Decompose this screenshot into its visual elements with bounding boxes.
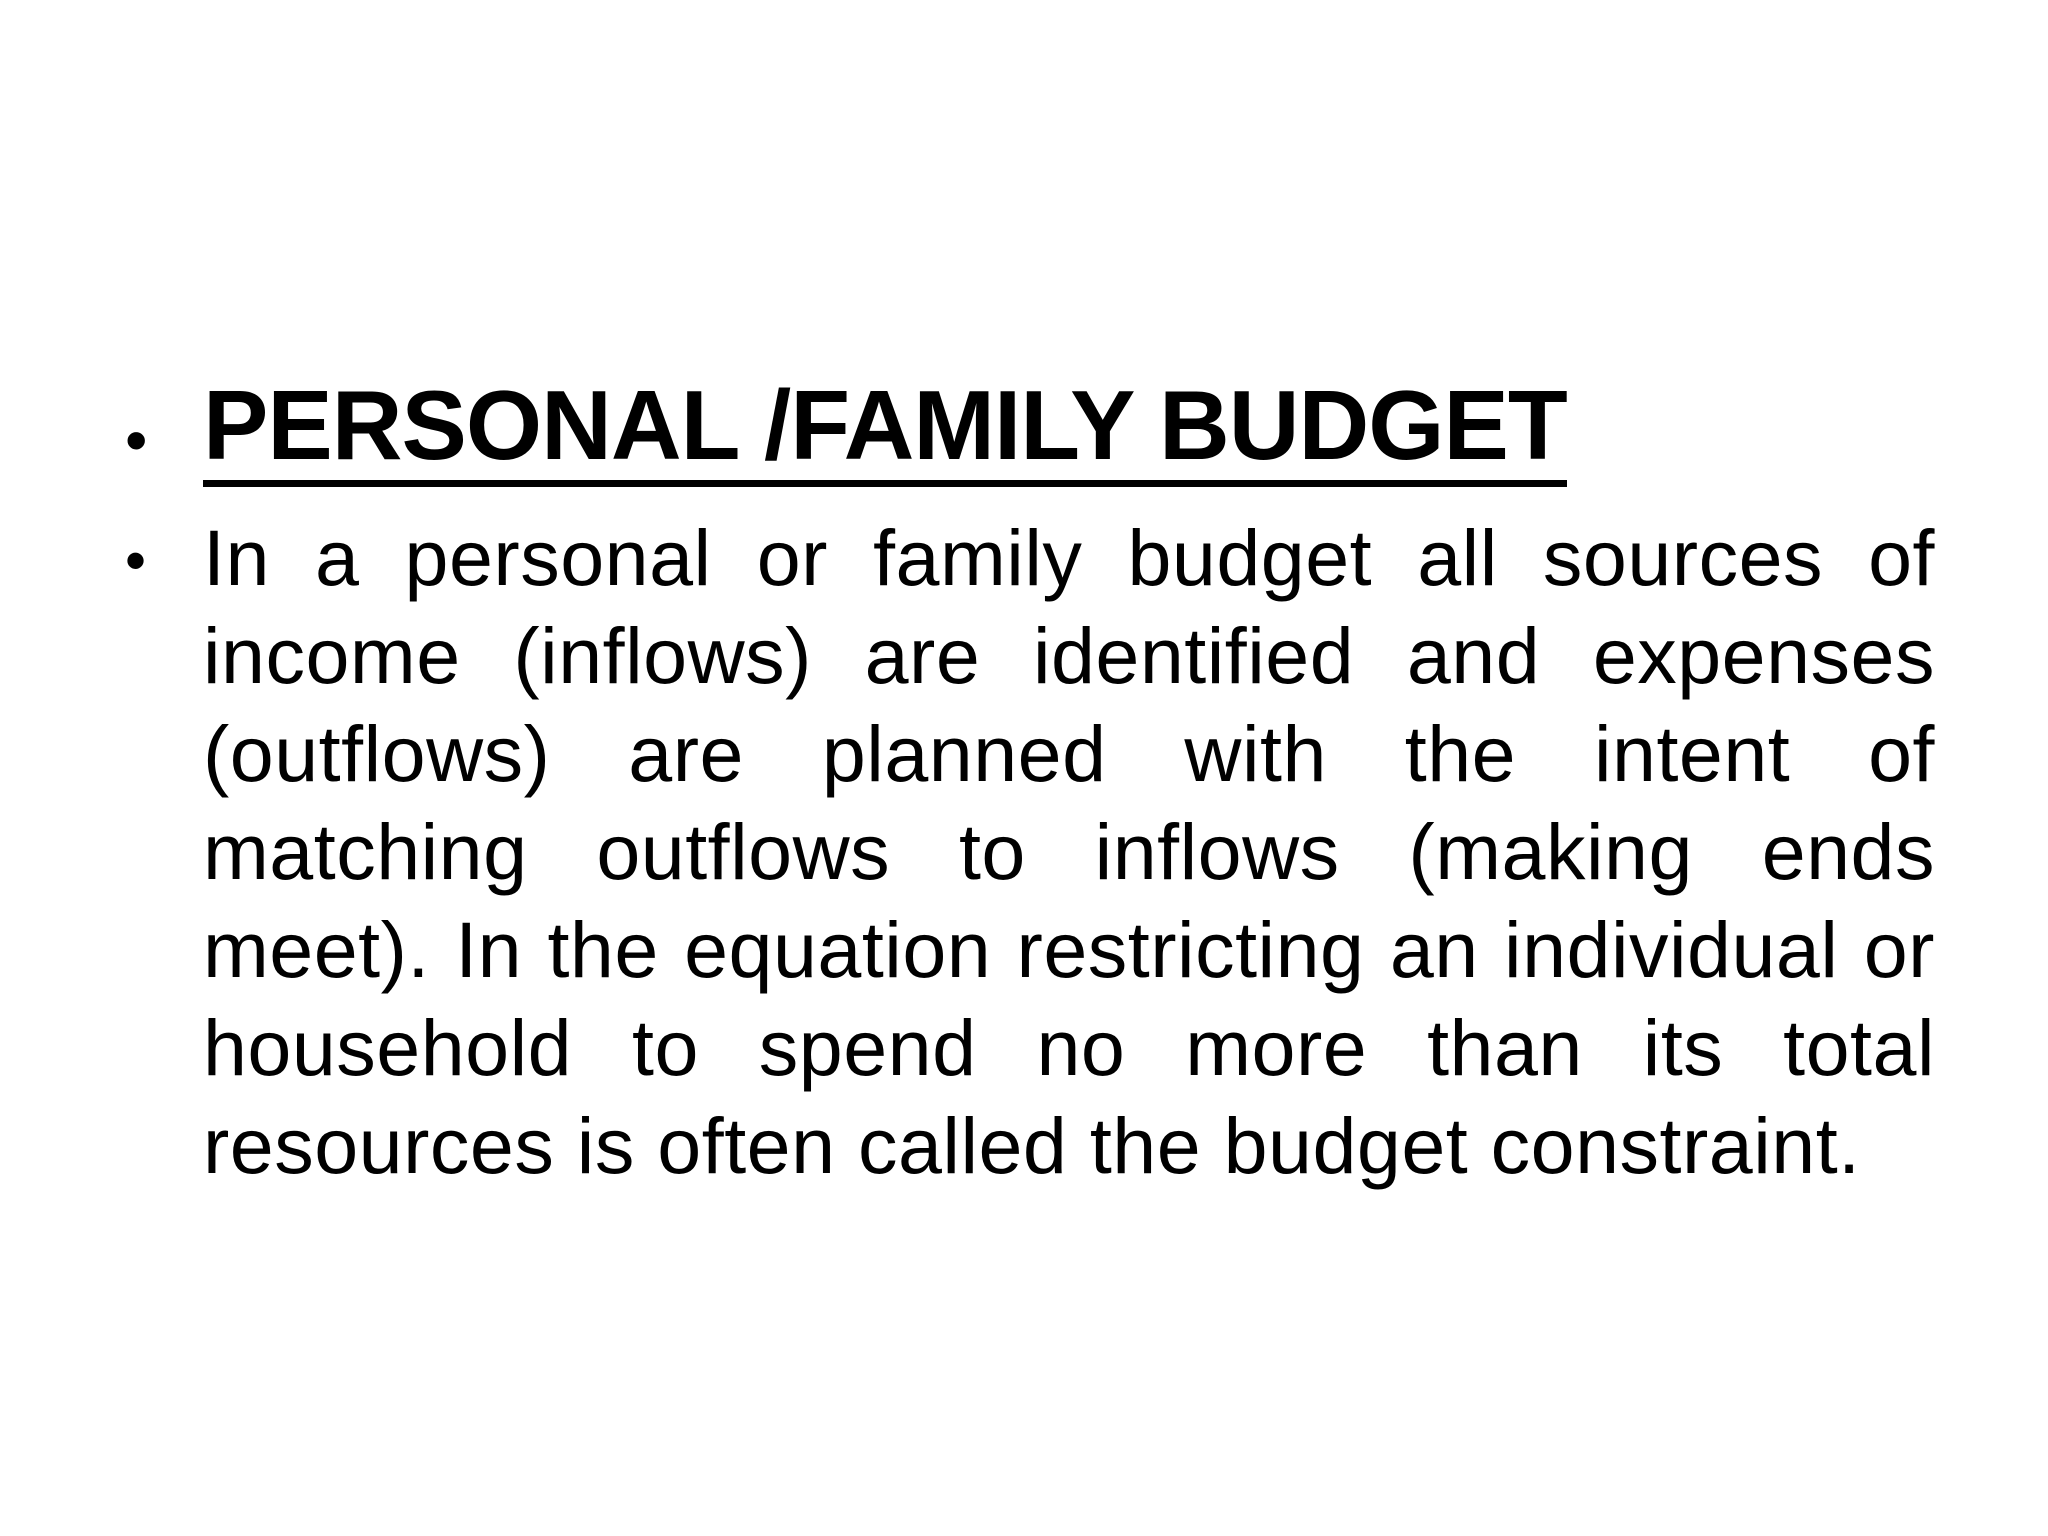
slide-body-text: In a personal or family budget all sources of income (inflows) are identified and expenses (outflows) are planned with the intent of matching outflows to inflows (making ends meet). In the equation restricting an individual or household to spend no more than its total resources is often called the budget constraint. <box>203 513 1935 1190</box>
bullet-dot-icon: • <box>125 527 147 594</box>
bullet-list <box>125 370 1935 1195</box>
slide-body-item <box>125 509 1935 1195</box>
bullet-dot-icon: • <box>125 404 148 476</box>
slide-heading: PERSONAL /FAMILY BUDGET <box>203 370 1567 487</box>
slide-heading-item <box>125 370 1935 487</box>
